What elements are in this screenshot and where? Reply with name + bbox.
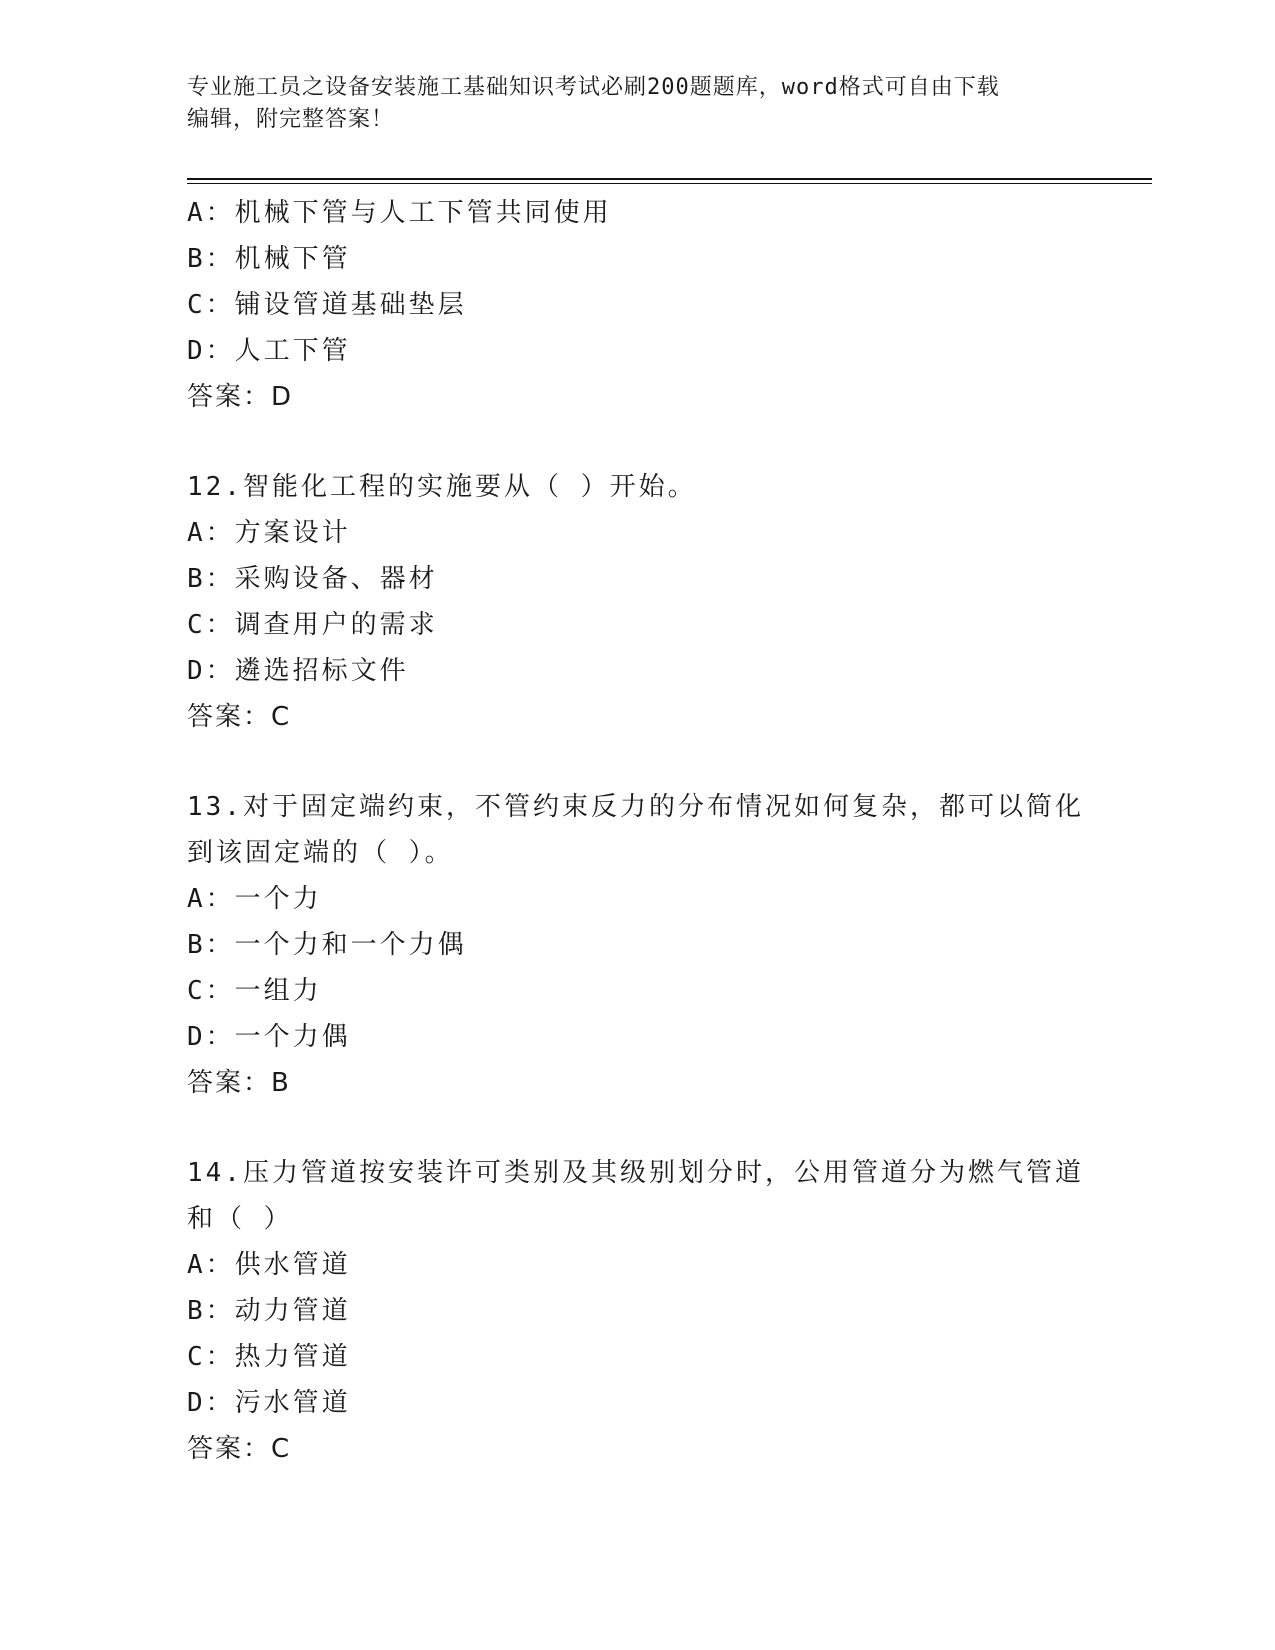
option-a: A：方案设计: [187, 518, 351, 548]
option-a: A：供水管道: [187, 1250, 351, 1280]
answer-line: 答案：C: [187, 702, 292, 732]
answer-line: 答案：C: [187, 1434, 292, 1464]
answer-line: 答案：D: [187, 382, 294, 412]
option-c: C：热力管道: [187, 1342, 351, 1372]
question-block-12: [187, 464, 1087, 740]
question-text: 12.智能化工程的实施要从（ ）开始。: [187, 472, 697, 502]
option-a: A：机械下管与人工下管共同使用: [187, 198, 612, 228]
header-rule-thin: [187, 183, 1152, 184]
header-rule-thick: [187, 178, 1152, 180]
option-c: C：铺设管道基础垫层: [187, 290, 467, 320]
option-d: D：遴选招标文件: [187, 656, 409, 686]
option-b: B：动力管道: [187, 1296, 351, 1326]
question-text-line-2: 到该固定端的（ ）。: [187, 838, 454, 868]
document-header: [187, 72, 1087, 136]
question-block-13: [187, 784, 1087, 1106]
answer-line: 答案：B: [187, 1068, 291, 1098]
option-b: B：一个力和一个力偶: [187, 930, 467, 960]
question-block-11: [187, 190, 1087, 420]
option-c: C：一组力: [187, 976, 322, 1006]
option-a: A：一个力: [187, 884, 322, 914]
option-c: C：调查用户的需求: [187, 610, 438, 640]
question-text-line-1: 13.对于固定端约束，不管约束反力的分布情况如何复杂，都可以简化: [187, 792, 1084, 822]
option-d: D：污水管道: [187, 1388, 351, 1418]
question-text-line-2: 和（ ）: [187, 1204, 293, 1234]
option-b: B：采购设备、器材: [187, 564, 438, 594]
question-block-14: [187, 1150, 1087, 1472]
option-d: D：一个力偶: [187, 1022, 351, 1052]
option-b: B：机械下管: [187, 244, 351, 274]
header-line-1: 专业施工员之设备安装施工基础知识考试必刷200题题库，word格式可自由下载: [187, 75, 1000, 100]
option-d: D：人工下管: [187, 336, 351, 366]
header-line-2: 编辑，附完整答案！: [187, 107, 395, 132]
question-text-line-1: 14.压力管道按安装许可类别及其级别划分时，公用管道分为燃气管道: [187, 1158, 1084, 1188]
question-list: [187, 190, 1087, 1472]
